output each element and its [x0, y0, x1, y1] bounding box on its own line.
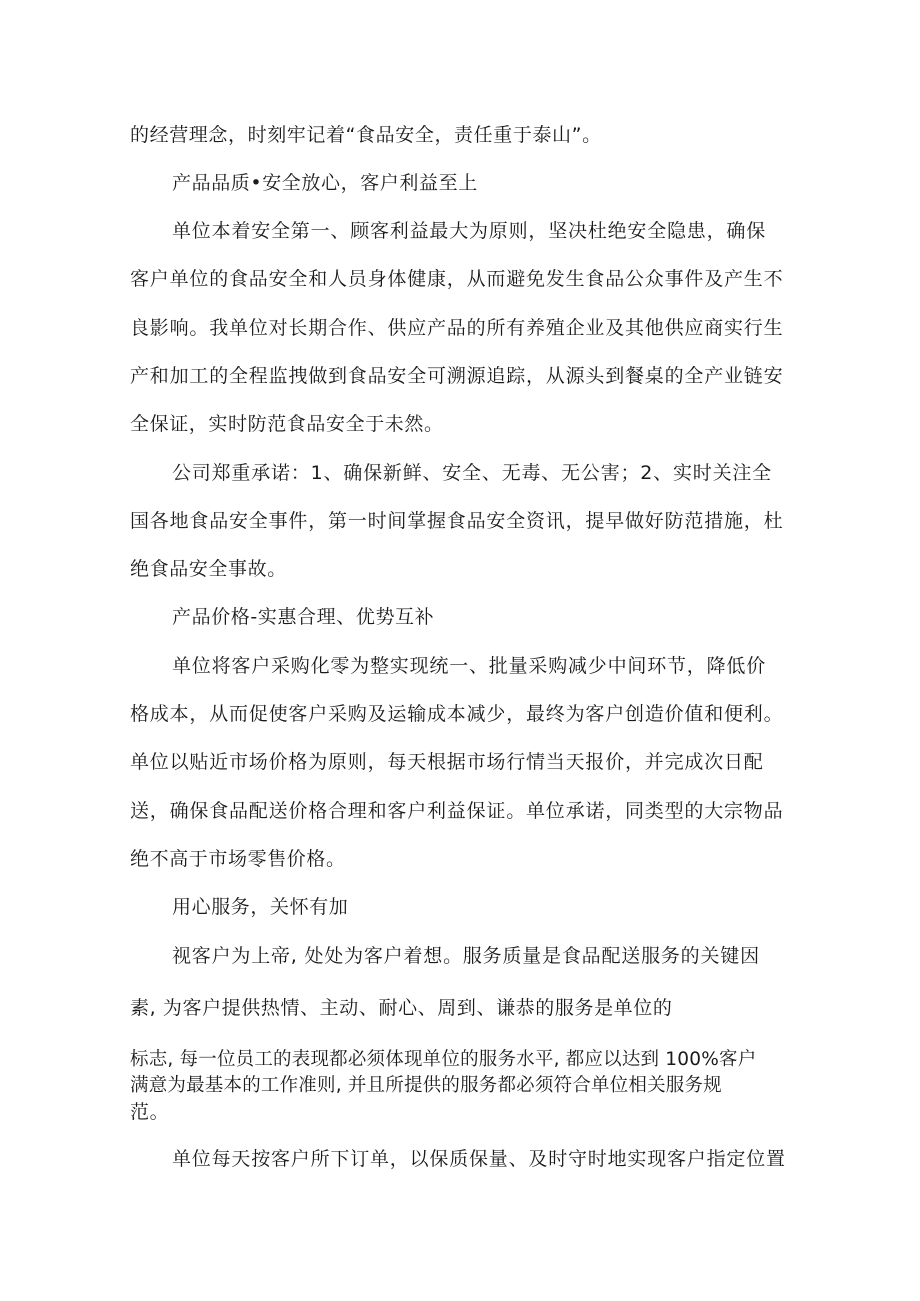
text-line: 单位每天按客户所下订单，以保质保量、及时守时地实现客户指定位置 — [172, 1148, 786, 1170]
text-line: 的经营理念，时刻牢记着“食品安全，责任重于泰山”。 — [130, 124, 602, 146]
text-line: 绝食品安全事故。 — [130, 558, 287, 580]
text-line: 视客户为上帝, 处处为客户着想。服务质量是食品配送服务的关键因 — [172, 945, 760, 967]
text-line: 标志, 每一位员工的表现都必须体现单位的服务水平, 都应以达到 100%客户 — [130, 1049, 757, 1070]
text-line: 产和加工的全程监拽做到食品安全可溯源追踪，从源头到餐桌的全产业链安 — [130, 365, 784, 387]
text-line: 单位本着安全第一、顾客利益最大为原则，坚决杜绝安全隐患，确保 — [172, 220, 767, 242]
text-line: 良影响。我单位对长期合作、供应产品的所有养殖企业及其他供应商实行生 — [130, 317, 784, 339]
section-heading: 用心服务，关怀有加 — [172, 896, 349, 918]
text-line: 送，确保食品配送价格合理和客户利益保证。单位承诺，同类型的大宗物品 — [130, 800, 784, 822]
text-line: 国各地食品安全事件，第一时间掌握食品安全资讯，提早做好防范措施，杜 — [130, 510, 784, 532]
text-line: 单位将客户采购化零为整实现统一、批量采购减少中间环节，降低价 — [172, 655, 767, 677]
section-heading: 产品品质•安全放心，客户利益至上 — [172, 172, 478, 194]
text-line: 满意为最基本的工作准则, 并且所提供的服务都必须符合单位相关服务规 — [130, 1075, 722, 1096]
text-line: 公司郑重承诺：1、确保新鲜、安全、无毒、无公害；2、实时关注全 — [172, 462, 772, 484]
text-line: 单位以贴近市场价格为原则，每天根据市场行情当天报价，并完成次日配 — [130, 751, 764, 773]
text-line: 格成本，从而促使客户采购及运输成本减少，最终为客户创造价值和便利。 — [130, 703, 784, 725]
section-heading: 产品价格-实惠合理、优势互补 — [172, 606, 435, 628]
text-line: 客户单位的食品安全和人员身体健康，从而避免发生食品公众事件及产生不 — [130, 268, 784, 290]
text-line: 绝不高于市场零售价格。 — [130, 848, 346, 870]
text-line: 素, 为客户提供热情、主动、耐心、周到、谦恭的服务是单位的 — [130, 997, 673, 1019]
text-line: 全保证，实时防范食品安全于未然。 — [130, 413, 444, 435]
text-line: 范。 — [130, 1101, 170, 1123]
